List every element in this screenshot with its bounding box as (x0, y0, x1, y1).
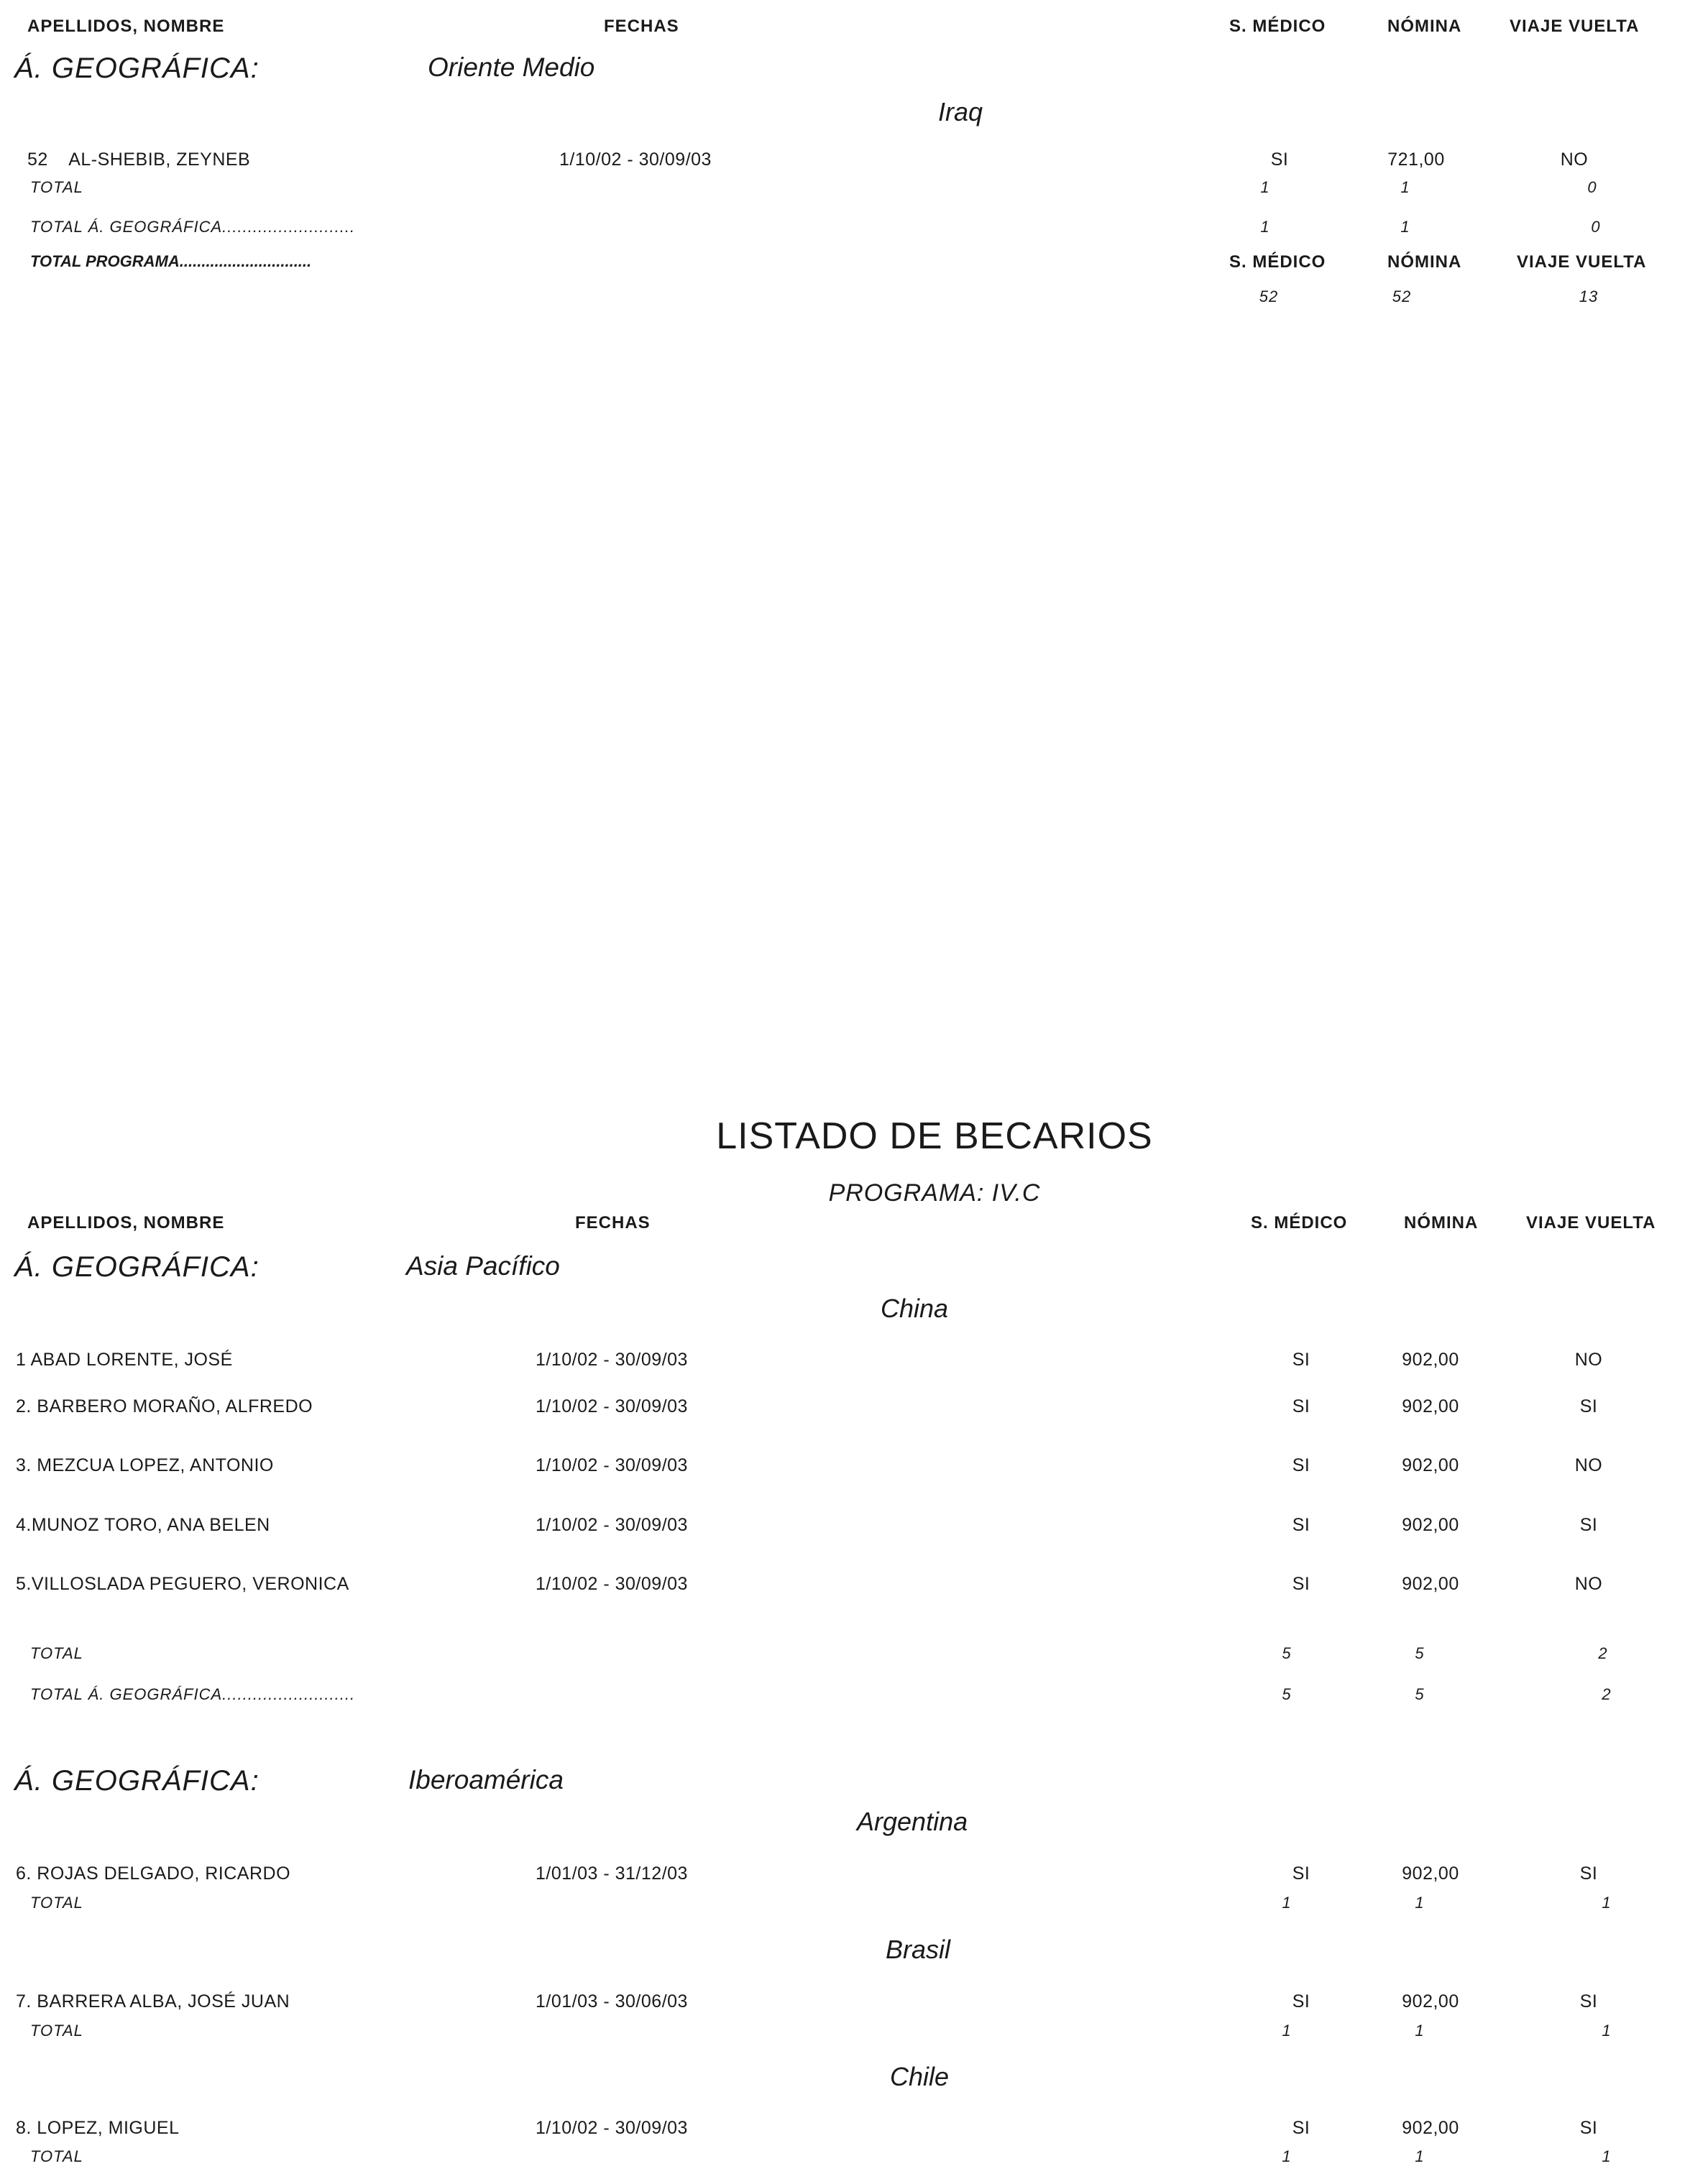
column-header-trip: VIAJE VUELTA (1526, 1213, 1656, 1232)
column-header-trip: VIAJE VUELTA (1510, 17, 1640, 36)
beneficiary-dates: 1/01/03 - 31/12/03 (536, 1863, 688, 1884)
beneficiary-name: 3. MEZCUA LOPEZ, ANTONIO (16, 1455, 274, 1475)
geographic-area-name: Iberoamérica (408, 1765, 564, 1794)
trip-value: NO (1560, 149, 1589, 170)
beneficiary-dates: 1/10/02 - 30/09/03 (536, 1350, 688, 1370)
program-total-header-trip: VIAJE VUELTA (1517, 252, 1647, 272)
beneficiary-name: 6. ROJAS DELGADO, RICARDO (16, 1863, 291, 1884)
total-medical: 1 (1260, 178, 1270, 196)
trip-value: SI (1579, 1863, 1598, 1884)
total-label: TOTAL (30, 1644, 83, 1662)
area-total-trip: 0 (1591, 218, 1601, 236)
program-total-medical: 52 (1259, 287, 1279, 305)
payroll-value: 902,00 (1402, 1396, 1459, 1416)
document-title: LISTADO DE BECARIOS (716, 1115, 1153, 1157)
trip-value: SI (1579, 2118, 1598, 2138)
beneficiary-name: 7. BARRERA ALBA, JOSÉ JUAN (16, 1991, 290, 2012)
column-header-dates: FECHAS (604, 17, 679, 36)
program-total-header-medical: S. MÉDICO (1229, 252, 1326, 272)
total-medical: 1 (1282, 2147, 1292, 2165)
country-heading: Brasil (886, 1935, 951, 1964)
column-header-medical: S. MÉDICO (1229, 17, 1326, 36)
area-total-medical: 5 (1282, 1685, 1292, 1703)
area-total-payroll: 5 (1415, 1685, 1425, 1703)
total-label: TOTAL (30, 1894, 83, 1912)
total-payroll: 1 (1415, 2147, 1425, 2165)
area-total-label: TOTAL Á. GEOGRÁFICA.......................... (30, 1685, 356, 1703)
trip-value: SI (1579, 1515, 1598, 1535)
area-total-payroll: 1 (1400, 218, 1410, 236)
medical-value: SI (1270, 149, 1289, 170)
column-header-payroll: NÓMINA (1404, 1213, 1479, 1232)
payroll-value: 902,00 (1402, 1515, 1459, 1535)
beneficiary-dates: 1/10/02 - 30/09/03 (536, 2118, 688, 2138)
beneficiary-dates: 1/10/02 - 30/09/03 (559, 149, 712, 170)
program-total-header-payroll: NÓMINA (1387, 252, 1462, 272)
medical-value: SI (1292, 2118, 1310, 2138)
beneficiary-dates: 1/10/02 - 30/09/03 (536, 1455, 688, 1475)
geographic-area-name: Asia Pacífico (406, 1251, 560, 1281)
payroll-value: 902,00 (1402, 1574, 1459, 1594)
payroll-value: 721,00 (1387, 149, 1445, 170)
beneficiary-dates: 1/01/03 - 30/06/03 (536, 1991, 688, 2012)
medical-value: SI (1292, 1455, 1310, 1475)
program-total-payroll: 52 (1392, 287, 1412, 305)
payroll-value: 902,00 (1402, 1455, 1459, 1475)
trip-value: SI (1579, 1396, 1598, 1416)
country-heading: Argentina (857, 1807, 968, 1836)
total-trip: 1 (1602, 2147, 1612, 2165)
beneficiary-name: 5.VILLOSLADA PEGUERO, VERONICA (16, 1574, 349, 1594)
geographic-area-name: Oriente Medio (428, 52, 595, 82)
trip-value: NO (1574, 1455, 1603, 1475)
total-trip: 0 (1587, 178, 1597, 196)
total-medical: 1 (1282, 2022, 1292, 2040)
total-trip: 1 (1602, 2022, 1612, 2040)
beneficiary-name: 1 ABAD LORENTE, JOSÉ (16, 1350, 233, 1370)
beneficiary-dates: 1/10/02 - 30/09/03 (536, 1396, 688, 1416)
trip-value: NO (1574, 1350, 1603, 1370)
geographic-area-label: Á. GEOGRÁFICA: (14, 1765, 260, 1797)
beneficiary-name: 4.MUNOZ TORO, ANA BELEN (16, 1515, 270, 1535)
beneficiary-name: 8. LOPEZ, MIGUEL (16, 2118, 180, 2138)
total-payroll: 1 (1415, 1894, 1425, 1912)
total-medical: 5 (1282, 1644, 1292, 1662)
medical-value: SI (1292, 1350, 1310, 1370)
total-payroll: 1 (1400, 178, 1410, 196)
payroll-value: 902,00 (1402, 1350, 1459, 1370)
column-header-medical: S. MÉDICO (1251, 1213, 1348, 1232)
medical-value: SI (1292, 1515, 1310, 1535)
payroll-value: 902,00 (1402, 2118, 1459, 2138)
area-total-label: TOTAL Á. GEOGRÁFICA.......................... (30, 218, 356, 236)
area-total-medical: 1 (1260, 218, 1270, 236)
column-header-name: APELLIDOS, NOMBRE (27, 17, 225, 36)
beneficiary-name: 2. BARBERO MORAÑO, ALFREDO (16, 1396, 313, 1416)
program-total-trip: 13 (1579, 287, 1599, 305)
column-header-payroll: NÓMINA (1387, 17, 1462, 36)
total-payroll: 5 (1415, 1644, 1425, 1662)
medical-value: SI (1292, 1863, 1310, 1884)
geographic-area-label: Á. GEOGRÁFICA: (14, 52, 260, 84)
column-header-dates: FECHAS (575, 1213, 651, 1232)
program-heading: PROGRAMA: IV.C (828, 1179, 1041, 1207)
program-total-label: TOTAL PROGRAMA.............................. (30, 252, 312, 270)
medical-value: SI (1292, 1574, 1310, 1594)
medical-value: SI (1292, 1991, 1310, 2012)
country-heading: Iraq (938, 97, 983, 126)
column-header-name: APELLIDOS, NOMBRE (27, 1213, 225, 1232)
beneficiary-dates: 1/10/02 - 30/09/03 (536, 1515, 688, 1535)
total-trip: 2 (1598, 1644, 1608, 1662)
beneficiary-dates: 1/10/02 - 30/09/03 (536, 1574, 688, 1594)
country-heading: Chile (890, 2062, 950, 2091)
beneficiary-name: 52 AL-SHEBIB, ZEYNEB (27, 149, 251, 170)
total-medical: 1 (1282, 1894, 1292, 1912)
country-heading: China (881, 1294, 949, 1323)
payroll-value: 902,00 (1402, 1991, 1459, 2012)
trip-value: SI (1579, 1991, 1598, 2012)
area-total-trip: 2 (1602, 1685, 1612, 1703)
total-label: TOTAL (30, 2022, 83, 2040)
total-label: TOTAL (30, 178, 83, 196)
total-payroll: 1 (1415, 2022, 1425, 2040)
payroll-value: 902,00 (1402, 1863, 1459, 1884)
geographic-area-label: Á. GEOGRÁFICA: (14, 1251, 260, 1283)
total-trip: 1 (1602, 1894, 1612, 1912)
trip-value: NO (1574, 1574, 1603, 1594)
medical-value: SI (1292, 1396, 1310, 1416)
total-label: TOTAL (30, 2147, 83, 2165)
